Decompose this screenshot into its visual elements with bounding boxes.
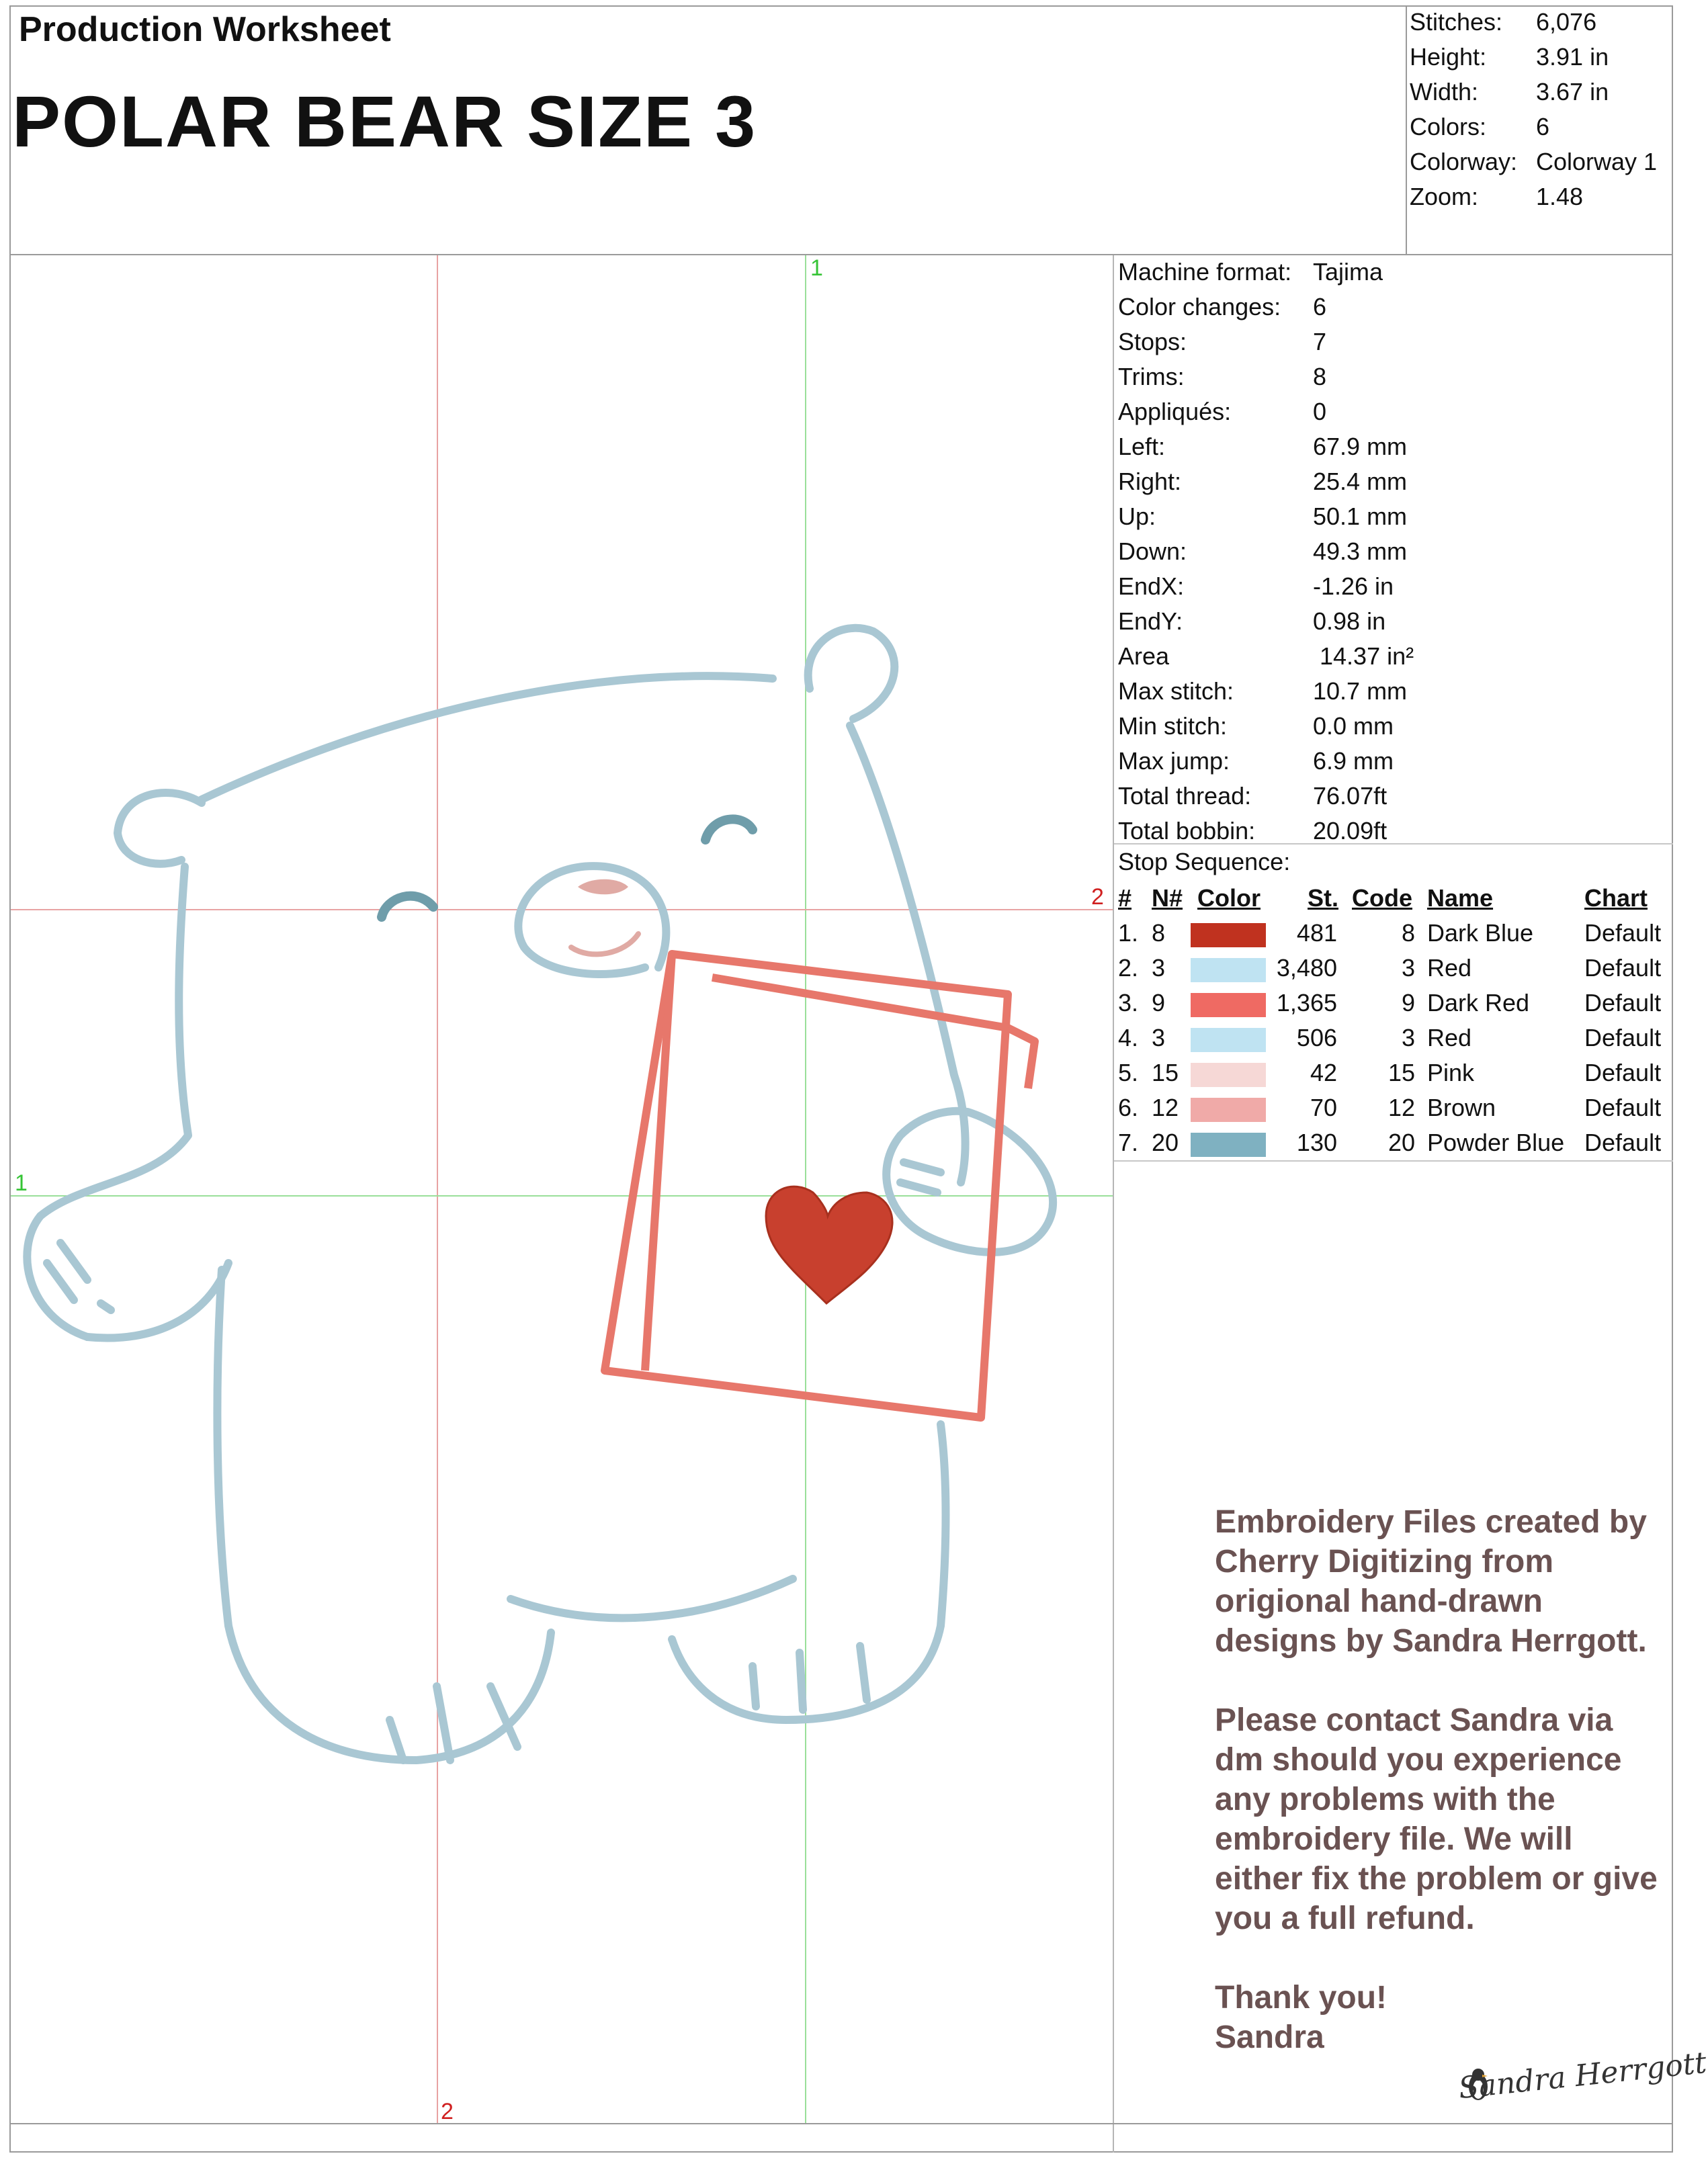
mouth-icon — [571, 934, 638, 954]
axis-label-h1: 1 — [15, 1170, 28, 1196]
col-header-n: N# — [1152, 884, 1183, 912]
note-paragraph-contact: Please contact Sandra via dm should you experience any problems with the embroidery file. We will either fix the problem or give you a full refund. — [1215, 1702, 1658, 1936]
stop-sequence-label: Stop Sequence: — [1118, 848, 1291, 875]
right-eye-icon — [706, 819, 753, 840]
color-swatch — [1191, 1098, 1266, 1122]
table-row: 6. 12 70 12 Brown Default — [1118, 1094, 1662, 1121]
table-row: 4. 3 506 3 Red Default — [1118, 1024, 1662, 1051]
summary-divider — [1406, 5, 1407, 255]
color-swatch — [1191, 1063, 1266, 1087]
design-name: POLAR BEAR SIZE 3 — [12, 81, 757, 162]
col-header-num: # — [1118, 884, 1132, 912]
color-swatch — [1191, 958, 1266, 982]
left-eye-icon — [382, 896, 433, 917]
color-swatch — [1191, 923, 1266, 947]
designer-note — [1215, 1502, 1658, 2057]
table-row: 1. 8 481 8 Dark Blue Default — [1118, 919, 1662, 947]
table-row: 3. 9 1,365 9 Dark Red Default — [1118, 989, 1662, 1016]
axis-label-v1: 1 — [810, 255, 823, 281]
note-paragraph-credits: Embroidery Files created by Cherry Digitizing from origional hand-drawn designs by Sandra Herrgott. — [1215, 1504, 1647, 1659]
table-row: 5. 15 42 15 Pink Default — [1118, 1059, 1662, 1086]
col-header-color: Color — [1197, 884, 1261, 912]
col-header-chart: Chart — [1584, 884, 1648, 912]
table-row: 7. 20 130 20 Powder Blue Default — [1118, 1129, 1662, 1156]
info-panel-divider — [1113, 255, 1114, 2153]
book-outline — [605, 954, 1035, 1418]
bear-outline — [27, 628, 1053, 1760]
nose-icon — [578, 879, 628, 895]
col-header-name: Name — [1427, 884, 1494, 912]
color-swatch — [1191, 993, 1266, 1017]
signature-logo: Sandra Herrgott — [1457, 2045, 1708, 2106]
color-swatch — [1191, 1028, 1266, 1052]
heart-icon — [766, 1186, 892, 1303]
axis-label-v2: 2 — [441, 2099, 454, 2124]
color-swatch — [1191, 1133, 1266, 1157]
note-signoff-name: Sandra — [1215, 2020, 1324, 2055]
col-header-code: Code — [1352, 884, 1412, 912]
table-row: 2. 3 3,480 3 Red Default — [1118, 954, 1662, 982]
note-thanks: Thank you! — [1215, 1980, 1387, 2016]
col-header-st: St. — [1308, 884, 1339, 912]
worksheet-title: Production Worksheet — [19, 10, 391, 49]
axis-label-h2: 2 — [1091, 884, 1104, 910]
